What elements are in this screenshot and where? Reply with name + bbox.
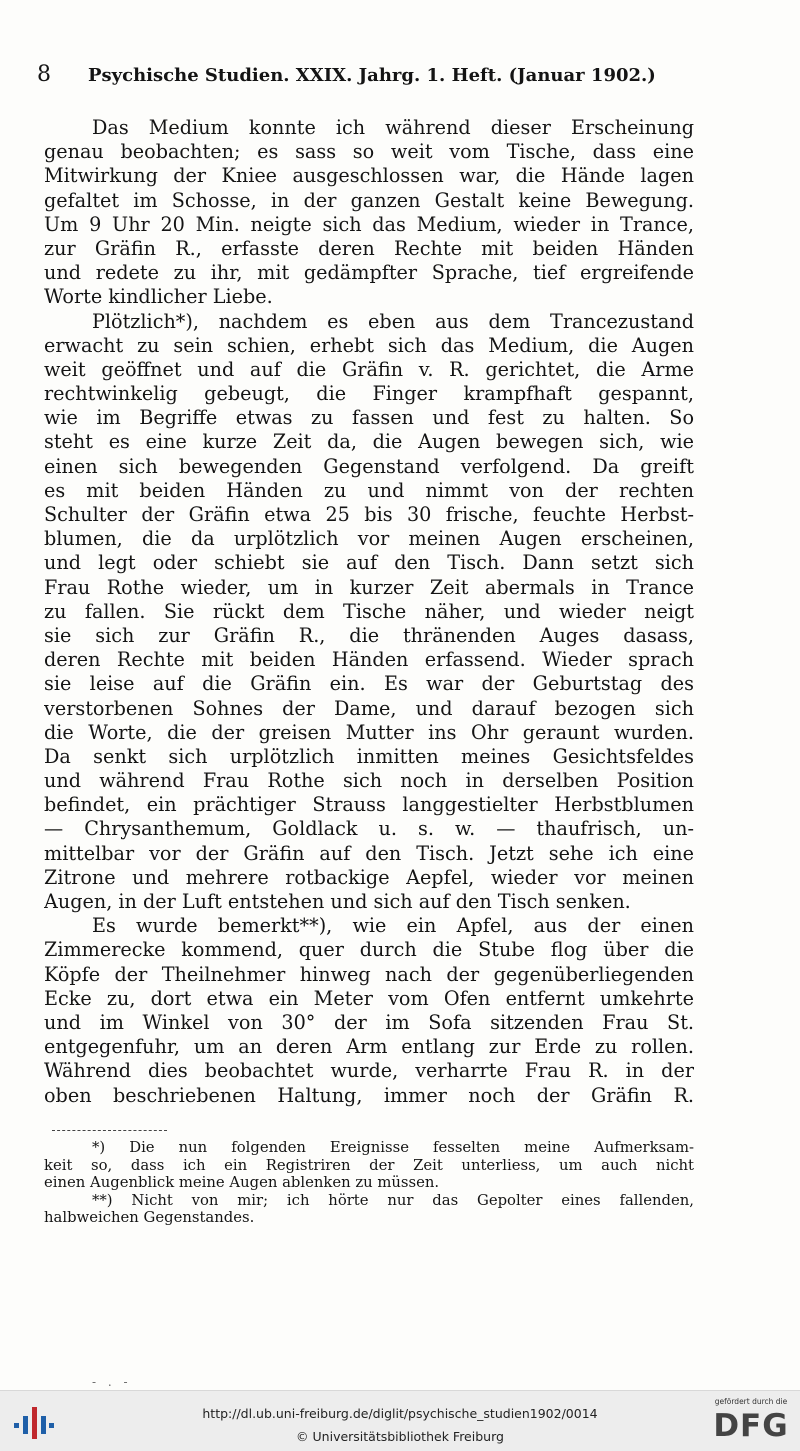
copyright-notice: © Universitätsbibliothek Freiburg xyxy=(296,1429,504,1444)
body-text-line: und während Frau Rothe sich noch in derselben Position xyxy=(44,769,694,793)
body-text-line: Zimmerecke kommend, quer durch die Stube flog über die xyxy=(44,938,694,962)
footnote-line: *) Die nun folgenden Ereignisse fesselten meine Aufmerksam- xyxy=(92,1139,694,1156)
body-text-line: Das Medium konnte ich während dieser Erscheinung xyxy=(92,116,694,139)
body-text-line: blumen, die da urplötzlich vor meinen Augen erscheinen, xyxy=(44,527,694,551)
print-marks: - . - xyxy=(92,1375,132,1389)
body-text-line: gefaltet im Schosse, in der ganzen Gestalt keine Bewegung. xyxy=(44,188,694,212)
body-text-line: Während dies beobachtet wurde, verharrte Frau R. in der xyxy=(44,1059,694,1083)
body-text-line: befindet, ein prächtiger Strauss langgestielter Herbstblumen xyxy=(44,793,694,817)
body-text-line: deren Rechte mit beiden Händen erfassend. Wieder sprach xyxy=(44,648,694,672)
dfg-mark: DFG xyxy=(713,1408,789,1444)
body-text-line: rechtwinkelig gebeugt, die Finger krampfhaft gespannt, xyxy=(44,382,694,406)
body-text-line: Worte kindlicher Liebe. xyxy=(44,285,273,309)
body-text-line: weit geöffnet und auf die Gräfin v. R. gerichtet, die Arme xyxy=(44,357,694,381)
body-text-line: Plötzlich*), nachdem es eben aus dem Trancezustand xyxy=(92,309,694,333)
body-text-line: oben beschriebenen Haltung, immer noch der Gräfin R. xyxy=(44,1083,694,1107)
document-url[interactable]: http://dl.ub.uni-freiburg.de/diglit/psychische_studien1902/0014 xyxy=(202,1406,598,1421)
body-text-line: einen sich bewegenden Gegenstand verfolgend. Da greift xyxy=(44,454,694,478)
body-text-line: Ecke zu, dort etwa ein Meter vom Ofen entfernt umkehrte xyxy=(44,986,694,1010)
body-text-line: Mitwirkung der Kniee ausgeschlossen war, die Hände lagen xyxy=(44,164,694,188)
viewer-footer xyxy=(0,1390,800,1451)
body-text-line: und redete zu ihr, mit gedämpfter Sprache, tief ergreifende xyxy=(44,261,694,285)
body-text-line: Schulter der Gräfin etwa 25 bis 30 frische, feuchte Herbst- xyxy=(44,503,694,526)
body-text-line: und im Winkel von 30° der im Sofa sitzenden Frau St. xyxy=(44,1010,694,1034)
body-text-line: Da senkt sich urplötzlich inmitten meines Gesichtsfeldes xyxy=(44,744,694,768)
body-text-line: mittelbar vor der Gräfin auf den Tisch. Jetzt sehe ich eine xyxy=(44,841,694,865)
body-text-line: zu fallen. Sie rückt dem Tische näher, und wieder neigt xyxy=(44,599,694,623)
body-text-line: Um 9 Uhr 20 Min. neigte sich das Medium, wieder in Trance, xyxy=(44,212,694,236)
body-text-line: Zitrone und mehrere rotbackige Aepfel, wieder vor meinen xyxy=(44,865,694,889)
body-text-line: steht es eine kurze Zeit da, die Augen bewegen sich, wie xyxy=(44,430,694,454)
body-text-line: zur Gräfin R., erfasste deren Rechte mit beiden Händen xyxy=(44,236,694,260)
body-text-line: Es wurde bemerkt**), wie ein Apfel, aus der einen xyxy=(92,914,694,938)
dfg-subtitle: gefördert durch die xyxy=(714,1397,788,1406)
dfg-logo-icon[interactable] xyxy=(708,1397,794,1447)
footnote-line: halbweichen Gegenstandes. xyxy=(44,1209,255,1226)
body-text-line: erwacht zu sein schien, erhebt sich das Medium, die Augen xyxy=(44,333,694,357)
footnotes xyxy=(44,1139,694,1227)
body-text-line: — Chrysanthemum, Goldlack u. s. w. — thaufrisch, un- xyxy=(44,817,694,841)
body-text-line: Köpfe der Theilnehmer hinweg nach der gegenüberliegenden xyxy=(44,962,694,986)
body-text-line: es mit beiden Händen zu und nimmt von der rechten xyxy=(44,478,694,502)
body-text-line: die Worte, die der greisen Mutter ins Ohr geraunt wurden. xyxy=(44,720,694,744)
body-text-line: wie im Begriffe etwas zu fassen und fest zu halten. So xyxy=(44,406,694,430)
footnote-line: einen Augenblick meine Augen ablenken zu müssen. xyxy=(44,1174,440,1191)
body-text-line: verstorbenen Sohnes der Dame, und darauf bezogen sich xyxy=(44,696,694,720)
footnote-separator xyxy=(52,1130,167,1131)
running-title: Psychische Studien. XXIX. Jahrg. 1. Heft. (Januar 1902.) xyxy=(88,65,656,86)
footnote-line: **) Nicht von mir; ich hörte nur das Gepolter eines fallenden, xyxy=(92,1191,694,1209)
footnote-line: keit so, dass ich ein Registriren der Zeit unterliess, um auch nicht xyxy=(44,1156,694,1174)
body-text-line: entgegenfuhr, um an deren Arm entlang zur Erde zu rollen. xyxy=(44,1035,694,1059)
body-text xyxy=(44,116,694,1108)
page-number: 8 xyxy=(37,62,51,87)
body-text-line: Frau Rothe wieder, um in kurzer Zeit abermals in Trance xyxy=(44,575,694,599)
body-text-line: und legt oder schiebt sie auf den Tisch. Dann setzt sich xyxy=(44,551,694,575)
body-text-line: sie leise auf die Gräfin ein. Es war der Geburtstag des xyxy=(44,672,694,696)
body-text-line: sie sich zur Gräfin R., die thränenden Auges dasass, xyxy=(44,623,694,647)
body-text-line: Augen, in der Luft entstehen und sich auf den Tisch senken. xyxy=(44,890,631,913)
body-text-line: genau beobachten; es sass so weit vom Tische, dass eine xyxy=(44,140,694,164)
running-header xyxy=(37,62,707,92)
